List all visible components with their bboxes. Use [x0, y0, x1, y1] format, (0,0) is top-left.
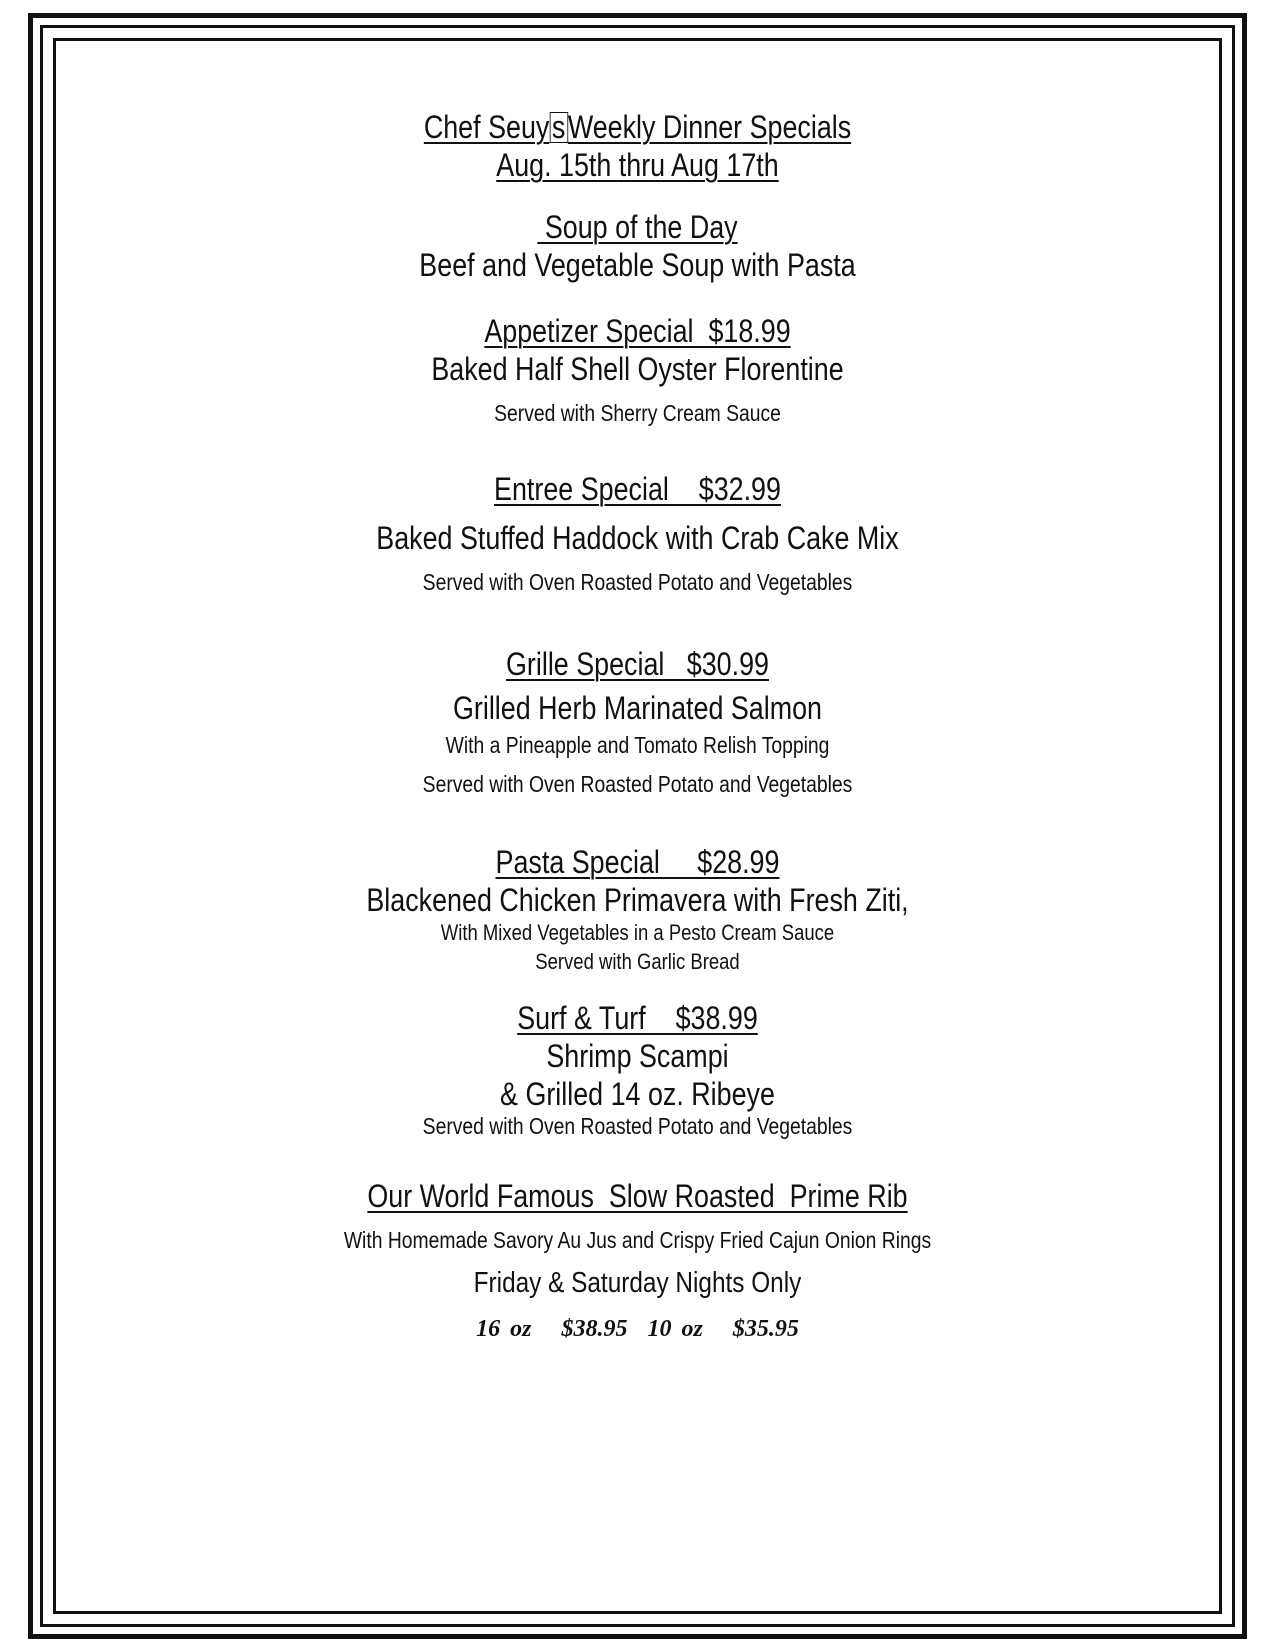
prime-rib-prices: 16 oz $38.95 10 oz $35.95: [476, 1316, 799, 1342]
missing-glyph-box: s: [549, 112, 567, 143]
entree-heading: Entree Special $32.99: [494, 471, 781, 507]
surf-turf-heading: Surf & Turf $38.99: [517, 1000, 758, 1036]
grille-heading: Grille Special $30.99: [506, 646, 769, 682]
grille-note-topping: With a Pineapple and Tomato Relish Topping: [445, 732, 830, 758]
surf-turf-note: Served with Oven Roasted Potato and Vegetables: [422, 1113, 853, 1139]
prime-rib-availability: Friday & Saturday Nights Only: [473, 1267, 802, 1299]
menu-title-text-1: Chef Seuy: [423, 109, 550, 145]
entree-dish: Baked Stuffed Haddock with Crab Cake Mix: [376, 520, 899, 556]
surf-turf-dish-ribeye: & Grilled 14 oz. Ribeye: [500, 1076, 775, 1112]
grille-note-sides: Served with Oven Roasted Potato and Vegetables: [422, 771, 853, 797]
entree-note: Served with Oven Roasted Potato and Vegetables: [422, 569, 853, 595]
appetizer-note: Served with Sherry Cream Sauce: [494, 400, 781, 426]
prime-rib-heading: Our World Famous Slow Roasted Prime Rib: [367, 1178, 908, 1214]
menu-title: [152, 111, 1122, 143]
appetizer-heading: Appetizer Special $18.99: [484, 313, 791, 349]
pasta-note-bread: Served with Garlic Bread: [535, 949, 740, 974]
soup-dish: Beef and Vegetable Soup with Pasta: [419, 247, 856, 283]
pasta-dish: Blackened Chicken Primavera with Fresh Ziti,: [366, 882, 909, 918]
surf-turf-dish-shrimp: Shrimp Scampi: [546, 1038, 729, 1074]
menu-title-text-2: Weekly Dinner Specials: [567, 109, 852, 145]
soup-heading: Soup of the Day: [537, 209, 738, 245]
appetizer-dish: Baked Half Shell Oyster Florentine: [431, 351, 844, 387]
menu-dates: Aug. 15th thru Aug 17th: [496, 147, 779, 183]
prime-rib-note: With Homemade Savory Au Jus and Crispy Fried Cajun Onion Rings: [343, 1227, 932, 1253]
pasta-heading: Pasta Special $28.99: [495, 844, 780, 880]
grille-dish: Grilled Herb Marinated Salmon: [452, 690, 822, 726]
pasta-note-sauce: With Mixed Vegetables in a Pesto Cream Sauce: [440, 920, 835, 945]
